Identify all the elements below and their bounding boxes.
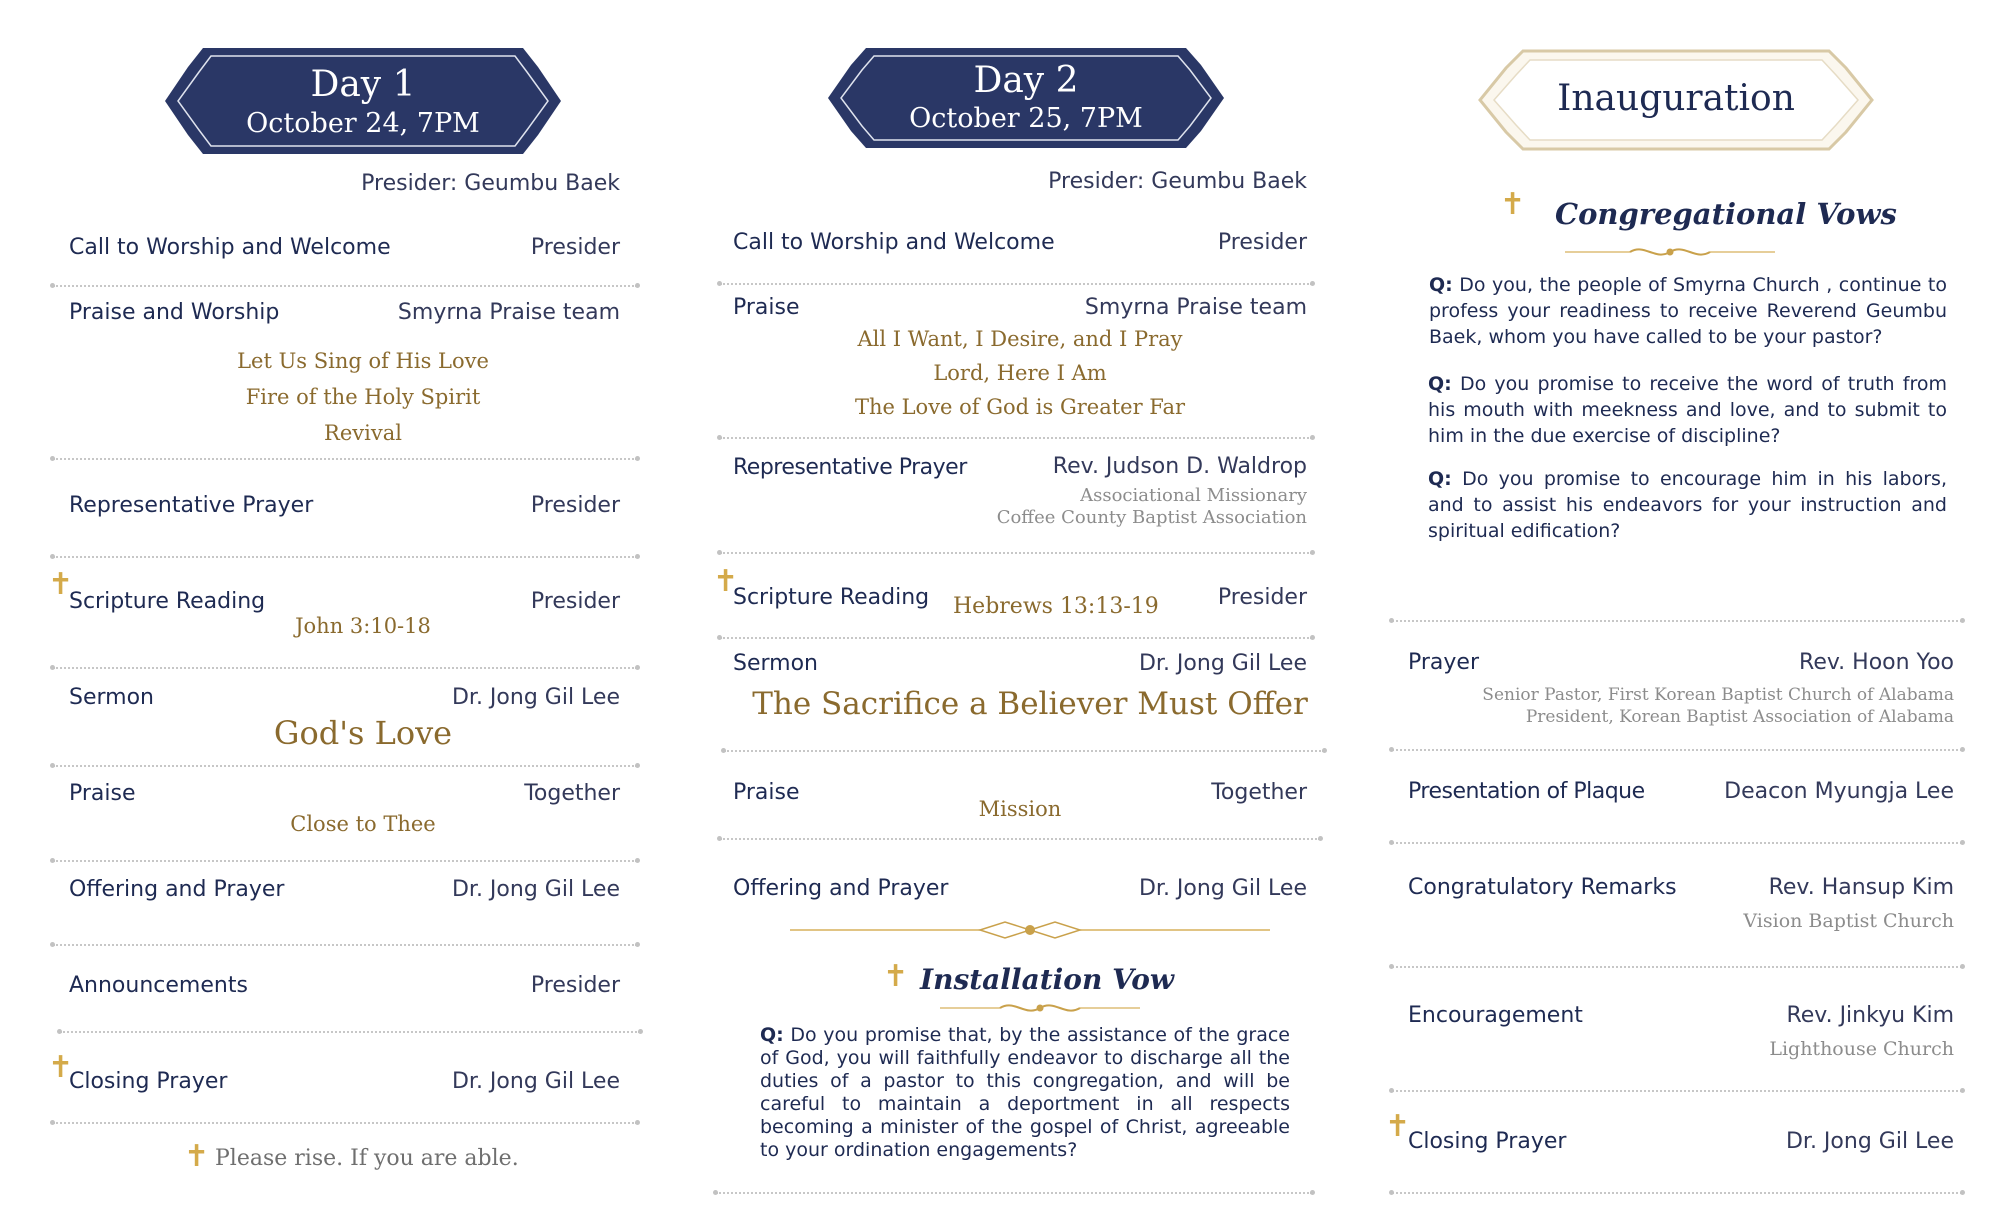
inauguration-item-detail: President, Korean Baptist Association of Alabama bbox=[1525, 707, 1954, 727]
question-text: Do you promise that, by the assistance of the grace of God, you will faithfully endeavor to discharge all the duties of a pastor to this congregation, and will be careful to maintain a deportment in all respects becoming a minister of the gospel of Christ, agreeable to your ordination engagements? bbox=[760, 1024, 1290, 1161]
divider bbox=[53, 765, 637, 767]
question-label: Q: bbox=[1429, 274, 1453, 296]
day1-footnote: Please rise. If you are able. bbox=[215, 1146, 519, 1171]
divider bbox=[60, 1031, 640, 1033]
day2-item-detail: Associational Missionary bbox=[1080, 485, 1307, 506]
day1-item-title: Announcements bbox=[69, 973, 248, 998]
day1-item-role: Dr. Jong Gil Lee bbox=[451, 877, 620, 902]
day1-item-role: Presider bbox=[530, 493, 620, 518]
divider bbox=[1392, 749, 1962, 751]
day2-sermon-title: The Sacrifice a Believer Must Offer bbox=[752, 686, 1308, 722]
inauguration-item-title: Presentation of Plaque bbox=[1408, 779, 1645, 804]
congregational-vow-question bbox=[1428, 466, 1947, 544]
congregational-vow-question bbox=[1429, 272, 1947, 350]
question-label: Q: bbox=[760, 1024, 784, 1046]
divider bbox=[720, 552, 1312, 554]
day1-item-title: Scripture Reading bbox=[69, 589, 266, 614]
divider bbox=[716, 1192, 1312, 1194]
installation-vow-question bbox=[760, 1024, 1290, 1162]
divider bbox=[720, 838, 1320, 840]
day2-item-title: Scripture Reading bbox=[733, 585, 930, 610]
day1-item-role: Presider bbox=[530, 973, 620, 998]
day1-item-title: Call to Worship and Welcome bbox=[69, 235, 391, 260]
day1-item-title: Offering and Prayer bbox=[69, 877, 285, 902]
divider bbox=[53, 667, 637, 669]
day1-presider: Presider: Geumbu Baek bbox=[361, 171, 620, 196]
question-label: Q: bbox=[1428, 373, 1452, 395]
divider bbox=[53, 556, 637, 558]
inauguration-banner-title: Inauguration bbox=[1557, 78, 1795, 119]
day2-banner-date: October 25, 7PM bbox=[909, 103, 1143, 134]
day2-item-role: Presider bbox=[1217, 585, 1307, 610]
day1-item-role: Presider bbox=[530, 235, 620, 260]
inauguration-item-title: Prayer bbox=[1408, 650, 1480, 675]
day2-scripture: Hebrews 13:13-19 bbox=[953, 594, 1159, 619]
divider bbox=[1392, 620, 1962, 622]
divider bbox=[1392, 1192, 1962, 1194]
day2-hymn: Mission bbox=[978, 797, 1062, 821]
inauguration-item-title: Closing Prayer bbox=[1408, 1129, 1567, 1154]
day2-item-detail: Coffee County Baptist Association bbox=[996, 507, 1307, 528]
day1-song: Revival bbox=[324, 421, 402, 445]
day2-item-role: Dr. Jong Gil Lee bbox=[1138, 651, 1307, 676]
inauguration-item-title: Congratulatory Remarks bbox=[1408, 875, 1677, 900]
day2-item-title: Offering and Prayer bbox=[733, 876, 949, 901]
day1-item-role: Together bbox=[524, 781, 620, 806]
inauguration-item-role: Rev. Hoon Yoo bbox=[1799, 650, 1954, 675]
congregational-vows-title: Congregational Vows bbox=[1555, 197, 1897, 231]
day2-item-role: Dr. Jong Gil Lee bbox=[1138, 876, 1307, 901]
divider bbox=[720, 437, 1312, 439]
day2-item-title: Call to Worship and Welcome bbox=[733, 230, 1055, 255]
cross-icon: ✝ bbox=[184, 1139, 210, 1174]
day1-song: Let Us Sing of His Love bbox=[237, 349, 489, 373]
day2-item-title: Representative Prayer bbox=[733, 455, 967, 480]
day1-item-title: Representative Prayer bbox=[69, 493, 314, 518]
congregational-vow-question bbox=[1428, 371, 1947, 449]
divider bbox=[53, 1122, 637, 1124]
divider bbox=[1392, 842, 1962, 844]
day2-item-role: Together bbox=[1211, 780, 1307, 805]
day2-song: Lord, Here I Am bbox=[933, 361, 1107, 385]
flourish-ornament bbox=[790, 918, 1270, 942]
inauguration-item-role: Rev. Jinkyu Kim bbox=[1786, 1003, 1954, 1028]
divider bbox=[720, 637, 1312, 639]
inauguration-item-title: Encouragement bbox=[1408, 1003, 1583, 1028]
cross-icon: ✝ bbox=[883, 959, 909, 994]
divider bbox=[53, 285, 637, 287]
installation-vow-title: Installation Vow bbox=[920, 963, 1174, 996]
day1-hymn: Close to Thee bbox=[290, 812, 436, 836]
day1-item-title: Praise bbox=[69, 781, 136, 806]
divider bbox=[53, 458, 637, 460]
divider bbox=[724, 750, 1324, 752]
day1-item-role: Dr. Jong Gil Lee bbox=[451, 685, 620, 710]
day2-song: The Love of God is Greater Far bbox=[854, 395, 1186, 419]
cross-icon: ✝ bbox=[48, 567, 74, 602]
inauguration-item-role: Rev. Hansup Kim bbox=[1768, 875, 1954, 900]
day2-song: All I Want, I Desire, and I Pray bbox=[857, 327, 1183, 351]
day2-item-role: Smyrna Praise team bbox=[1084, 295, 1307, 320]
day2-banner-title: Day 2 bbox=[973, 60, 1079, 101]
inauguration-item-detail: Senior Pastor, First Korean Baptist Church of Alabama bbox=[1482, 685, 1954, 705]
day1-item-title: Sermon bbox=[69, 685, 154, 710]
inauguration-item-detail: Vision Baptist Church bbox=[1743, 910, 1954, 932]
flourish-ornament bbox=[940, 999, 1140, 1017]
divider bbox=[53, 944, 637, 946]
divider bbox=[53, 860, 637, 862]
day1-item-title: Praise and Worship bbox=[69, 300, 280, 325]
divider bbox=[1392, 966, 1962, 968]
day1-item-role: Presider bbox=[530, 589, 620, 614]
inauguration-item-detail: Lighthouse Church bbox=[1769, 1038, 1954, 1060]
day2-item-role: Presider bbox=[1217, 230, 1307, 255]
day1-banner-date: October 24, 7PM bbox=[246, 108, 480, 139]
day2-item-title: Praise bbox=[733, 780, 800, 805]
day1-item-role: Dr. Jong Gil Lee bbox=[451, 1069, 620, 1094]
day2-item-role: Rev. Judson D. Waldrop bbox=[1052, 454, 1307, 479]
inauguration-item-role: Deacon Myungja Lee bbox=[1724, 779, 1954, 804]
day2-item-title: Praise bbox=[733, 295, 800, 320]
question-text: Do you, the people of Smyrna Church , continue to profess your readiness to receive Reverend Geumbu Baek, whom you have called to be your pastor? bbox=[1429, 274, 1947, 348]
day2-presider: Presider: Geumbu Baek bbox=[1048, 169, 1307, 194]
cross-icon: ✝ bbox=[1500, 187, 1526, 222]
day1-item-title: Closing Prayer bbox=[69, 1069, 228, 1094]
question-text: Do you promise to receive the word of truth from his mouth with meekness and love, and to submit to him in the due exercise of discipline? bbox=[1428, 373, 1947, 447]
day1-song: Fire of the Holy Spirit bbox=[245, 385, 481, 409]
divider bbox=[1392, 1090, 1962, 1092]
flourish-ornament bbox=[1565, 243, 1775, 261]
inauguration-item-role: Dr. Jong Gil Lee bbox=[1785, 1129, 1954, 1154]
day1-scripture: John 3:10-18 bbox=[295, 614, 431, 638]
day1-banner-title: Day 1 bbox=[310, 64, 416, 105]
cross-icon: ✝ bbox=[713, 564, 739, 599]
day1-item-role: Smyrna Praise team bbox=[397, 300, 620, 325]
divider bbox=[720, 283, 1312, 285]
day2-item-title: Sermon bbox=[733, 651, 818, 676]
cross-icon: ✝ bbox=[1385, 1109, 1411, 1144]
question-label: Q: bbox=[1428, 468, 1452, 490]
day1-sermon-title: God's Love bbox=[273, 714, 453, 752]
cross-icon: ✝ bbox=[48, 1050, 74, 1085]
question-text: Do you promise to encourage him in his labors, and to assist his endeavors for your instruction and spiritual edification? bbox=[1428, 468, 1947, 542]
